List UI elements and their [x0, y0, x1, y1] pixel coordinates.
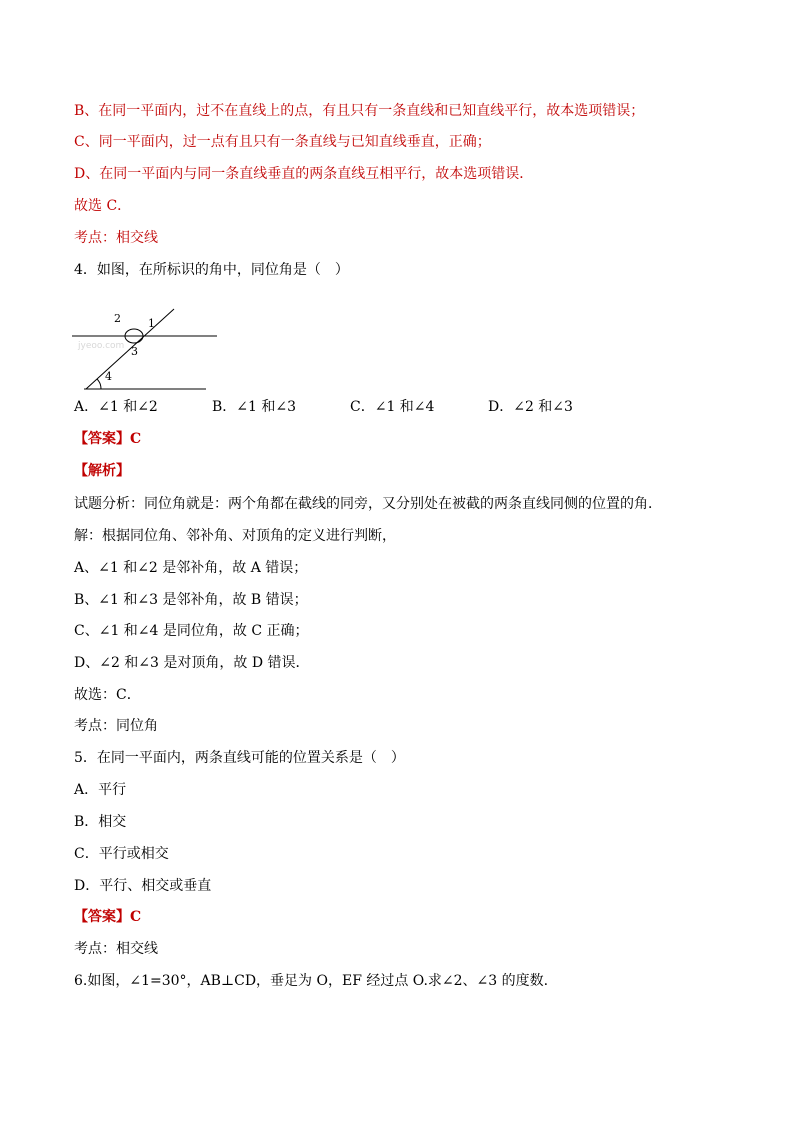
question-4-analysis-header: 【解析】 — [74, 463, 130, 479]
q5-option-c: C．平行或相交 — [74, 846, 169, 862]
prev-option-b-explanation: B、在同一平面内，过不在直线上的点，有且只有一条直线和已知直线平行，故本选项错误； — [74, 103, 645, 119]
q5-knowledge-point: 考点：相交线 — [74, 941, 158, 957]
angle-arc-4 — [97, 379, 101, 389]
angle-label-4: 4 — [105, 370, 112, 383]
angle-label-2: 2 — [114, 312, 121, 325]
q4-option-c: C．∠1 和∠4 — [350, 399, 435, 415]
q5-option-a: A．平行 — [74, 782, 127, 798]
q4-option-b: B．∠1 和∠3 — [212, 399, 297, 415]
q4-analysis-line: 试题分析：同位角就是：两个角都在截线的同旁，又分别处在被截的两条直线同侧的位置的角． — [74, 496, 662, 512]
question-5-answer: 【答案】C — [74, 909, 142, 925]
q5-option-b: B．相交 — [74, 814, 127, 830]
prev-knowledge-point: 考点：相交线 — [74, 230, 158, 246]
q4-analysis-line: C、∠1 和∠4 是同位角，故 C 正确； — [74, 623, 309, 639]
question-4-stem: 4．如图，在所标识的角中，同位角是（ ） — [74, 262, 349, 278]
q4-option-d: D．∠2 和∠3 — [488, 399, 573, 415]
angle-arc-2 — [125, 329, 143, 336]
q5-option-d: D．平行、相交或垂直 — [74, 878, 212, 894]
q4-analysis-line: 解：根据同位角、邻补角、对顶角的定义进行判断， — [74, 528, 396, 544]
prev-option-d-explanation: D、在同一平面内与同一条直线垂直的两条直线互相平行，故本选项错误． — [74, 166, 534, 182]
q4-analysis-line: D、∠2 和∠3 是对顶角，故 D 错误． — [74, 655, 310, 671]
angle-label-3: 3 — [131, 345, 138, 358]
question-4-figure — [72, 308, 222, 394]
question-6-stem: 6.如图，∠1=30°，AB⊥CD，垂足为 O，EF 经过点 O.求∠2、∠3 的度数. — [74, 973, 549, 989]
q4-knowledge-point: 考点：同位角 — [74, 718, 158, 734]
q4-analysis-line: A、∠1 和∠2 是邻补角，故 A 错误； — [74, 560, 308, 576]
question-4-options — [74, 397, 634, 417]
prev-choice: 故选 C． — [74, 198, 132, 214]
question-5-stem: 5．在同一平面内，两条直线可能的位置关系是（ ） — [74, 750, 405, 766]
watermark-text: jyeoo.com — [78, 341, 125, 351]
angle-label-1: 1 — [148, 317, 155, 330]
q4-choice: 故选：C． — [74, 687, 141, 703]
q4-option-a: A．∠1 和∠2 — [74, 399, 158, 415]
transversal-diagram — [72, 308, 222, 394]
question-4-answer: 【答案】C — [74, 431, 142, 447]
prev-option-c-explanation: C、同一平面内，过一点有且只有一条直线与已知直线垂直，正确； — [74, 134, 491, 150]
q4-analysis-line: B、∠1 和∠3 是邻补角，故 B 错误； — [74, 592, 308, 608]
